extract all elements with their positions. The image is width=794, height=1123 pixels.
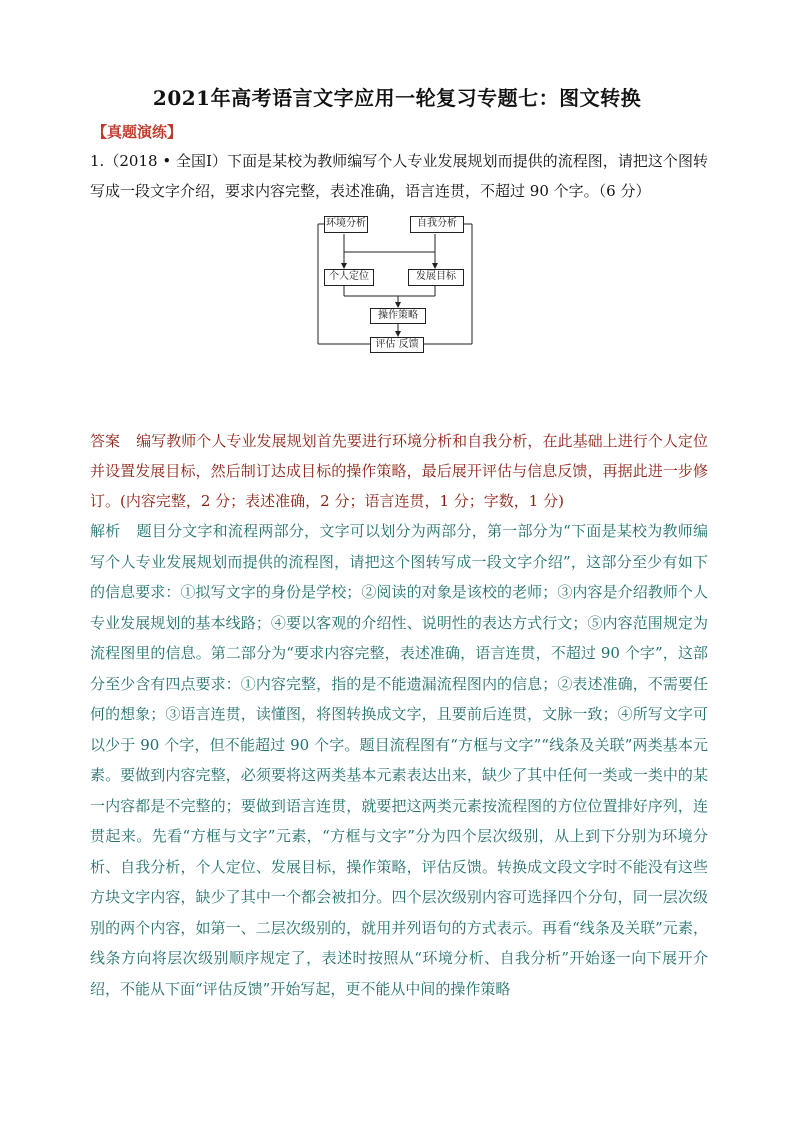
- section-heading: 【真题演练】: [92, 123, 183, 141]
- flow-box-self-analysis: 自我分析: [410, 216, 464, 233]
- analysis-text: 题目分文字和流程两部分，文字可以划分为两部分，第一部分为“下面是某校为教师编写个人专业发展规划而提供的流程图，请把这个图转写成一段文字介绍”，这部分至少有如下的信息要求：①拟写文字的身份是学校；②阅读的对象是该校的老师；③内容是介绍教师个人专业发展规划的基本线路；④要以客观的介绍性、说明性的表达方式行文；⑤内容范围规定为流程图里的信息。第二部分为“要求内容完整，表述准确，语言连贯，不超过 90 个字”，这部分至少含有四点要求：①内容完整，指的是不能遗漏流程图内的信息；②表述准确，不需要任何的想象；③语言连贯，读懂图，将图转换成文字，且要前后连贯，文脉一致；④所写文字可以少于 90 个字，但不能超过 90 个字。题目流程图有“方框与文字”“线条及关联”两类基本元素。要做到内容完整，必须要将这两类基本元素表达出来，缺少了其中任何一类或一类中的某一内容都是不完整的；要做到语言连贯，就要把这两类元素按流程图的方位位置排好序列，连贯起来。先看“方框与文字”元素，“方框与文字”分为四个层次级别，从上到下分别为环境分析、自我分析，个人定位、发展目标，操作策略，评估反馈。转换成文段文字时不能没有这些方块文字内容，缺少了其中一个都会被扣分。四个层次级别内容可选择四个分句，同一层次级别的两个内容，如第一、二层次级别的，就用并列语句的方式表示。再看“线条及关联”元素，线条方向将层次级别顺序规定了，表述时按照从“环境分析、自我分析”开始逐一向下展开介绍，不能从下面“评估反馈”开始写起，更不能从中间的操作策略: [90, 522, 708, 998]
- answer-block: [90, 426, 708, 516]
- flow-box-goal: 发展目标: [408, 269, 464, 286]
- flow-box-positioning: 个人定位: [324, 269, 374, 286]
- answer-label: 答案: [90, 432, 121, 450]
- question-text: 1.（2018 • 全国Ⅰ）下面是某校为教师编写个人专业发展规划而提供的流程图，请把这个图转写成一段文字介绍，要求内容完整，表述准确，语言连贯，不超过 90 个字。（6 分）: [90, 152, 708, 200]
- answer-text: 编写教师个人专业发展规划首先要进行环境分析和自我分析，在此基础上进行个人定位并设置发展目标，然后制订达成目标的操作策略，最后展开评估与信息反馈，再据此进一步修订。(内容完整，2 分；表述准确，2 分；语言连贯，1 分；字数，1 分): [90, 432, 708, 510]
- flowchart: [310, 212, 480, 360]
- flow-box-env-analysis: 环境分析: [324, 216, 368, 233]
- document-title: 2021年高考语言文字应用一轮复习专题七：图文转换: [152, 86, 642, 110]
- analysis-block: [90, 516, 708, 1004]
- flow-box-evaluation: 评估 反馈: [370, 337, 424, 353]
- analysis-label: 解析: [90, 522, 121, 540]
- flow-box-strategy: 操作策略: [370, 308, 426, 324]
